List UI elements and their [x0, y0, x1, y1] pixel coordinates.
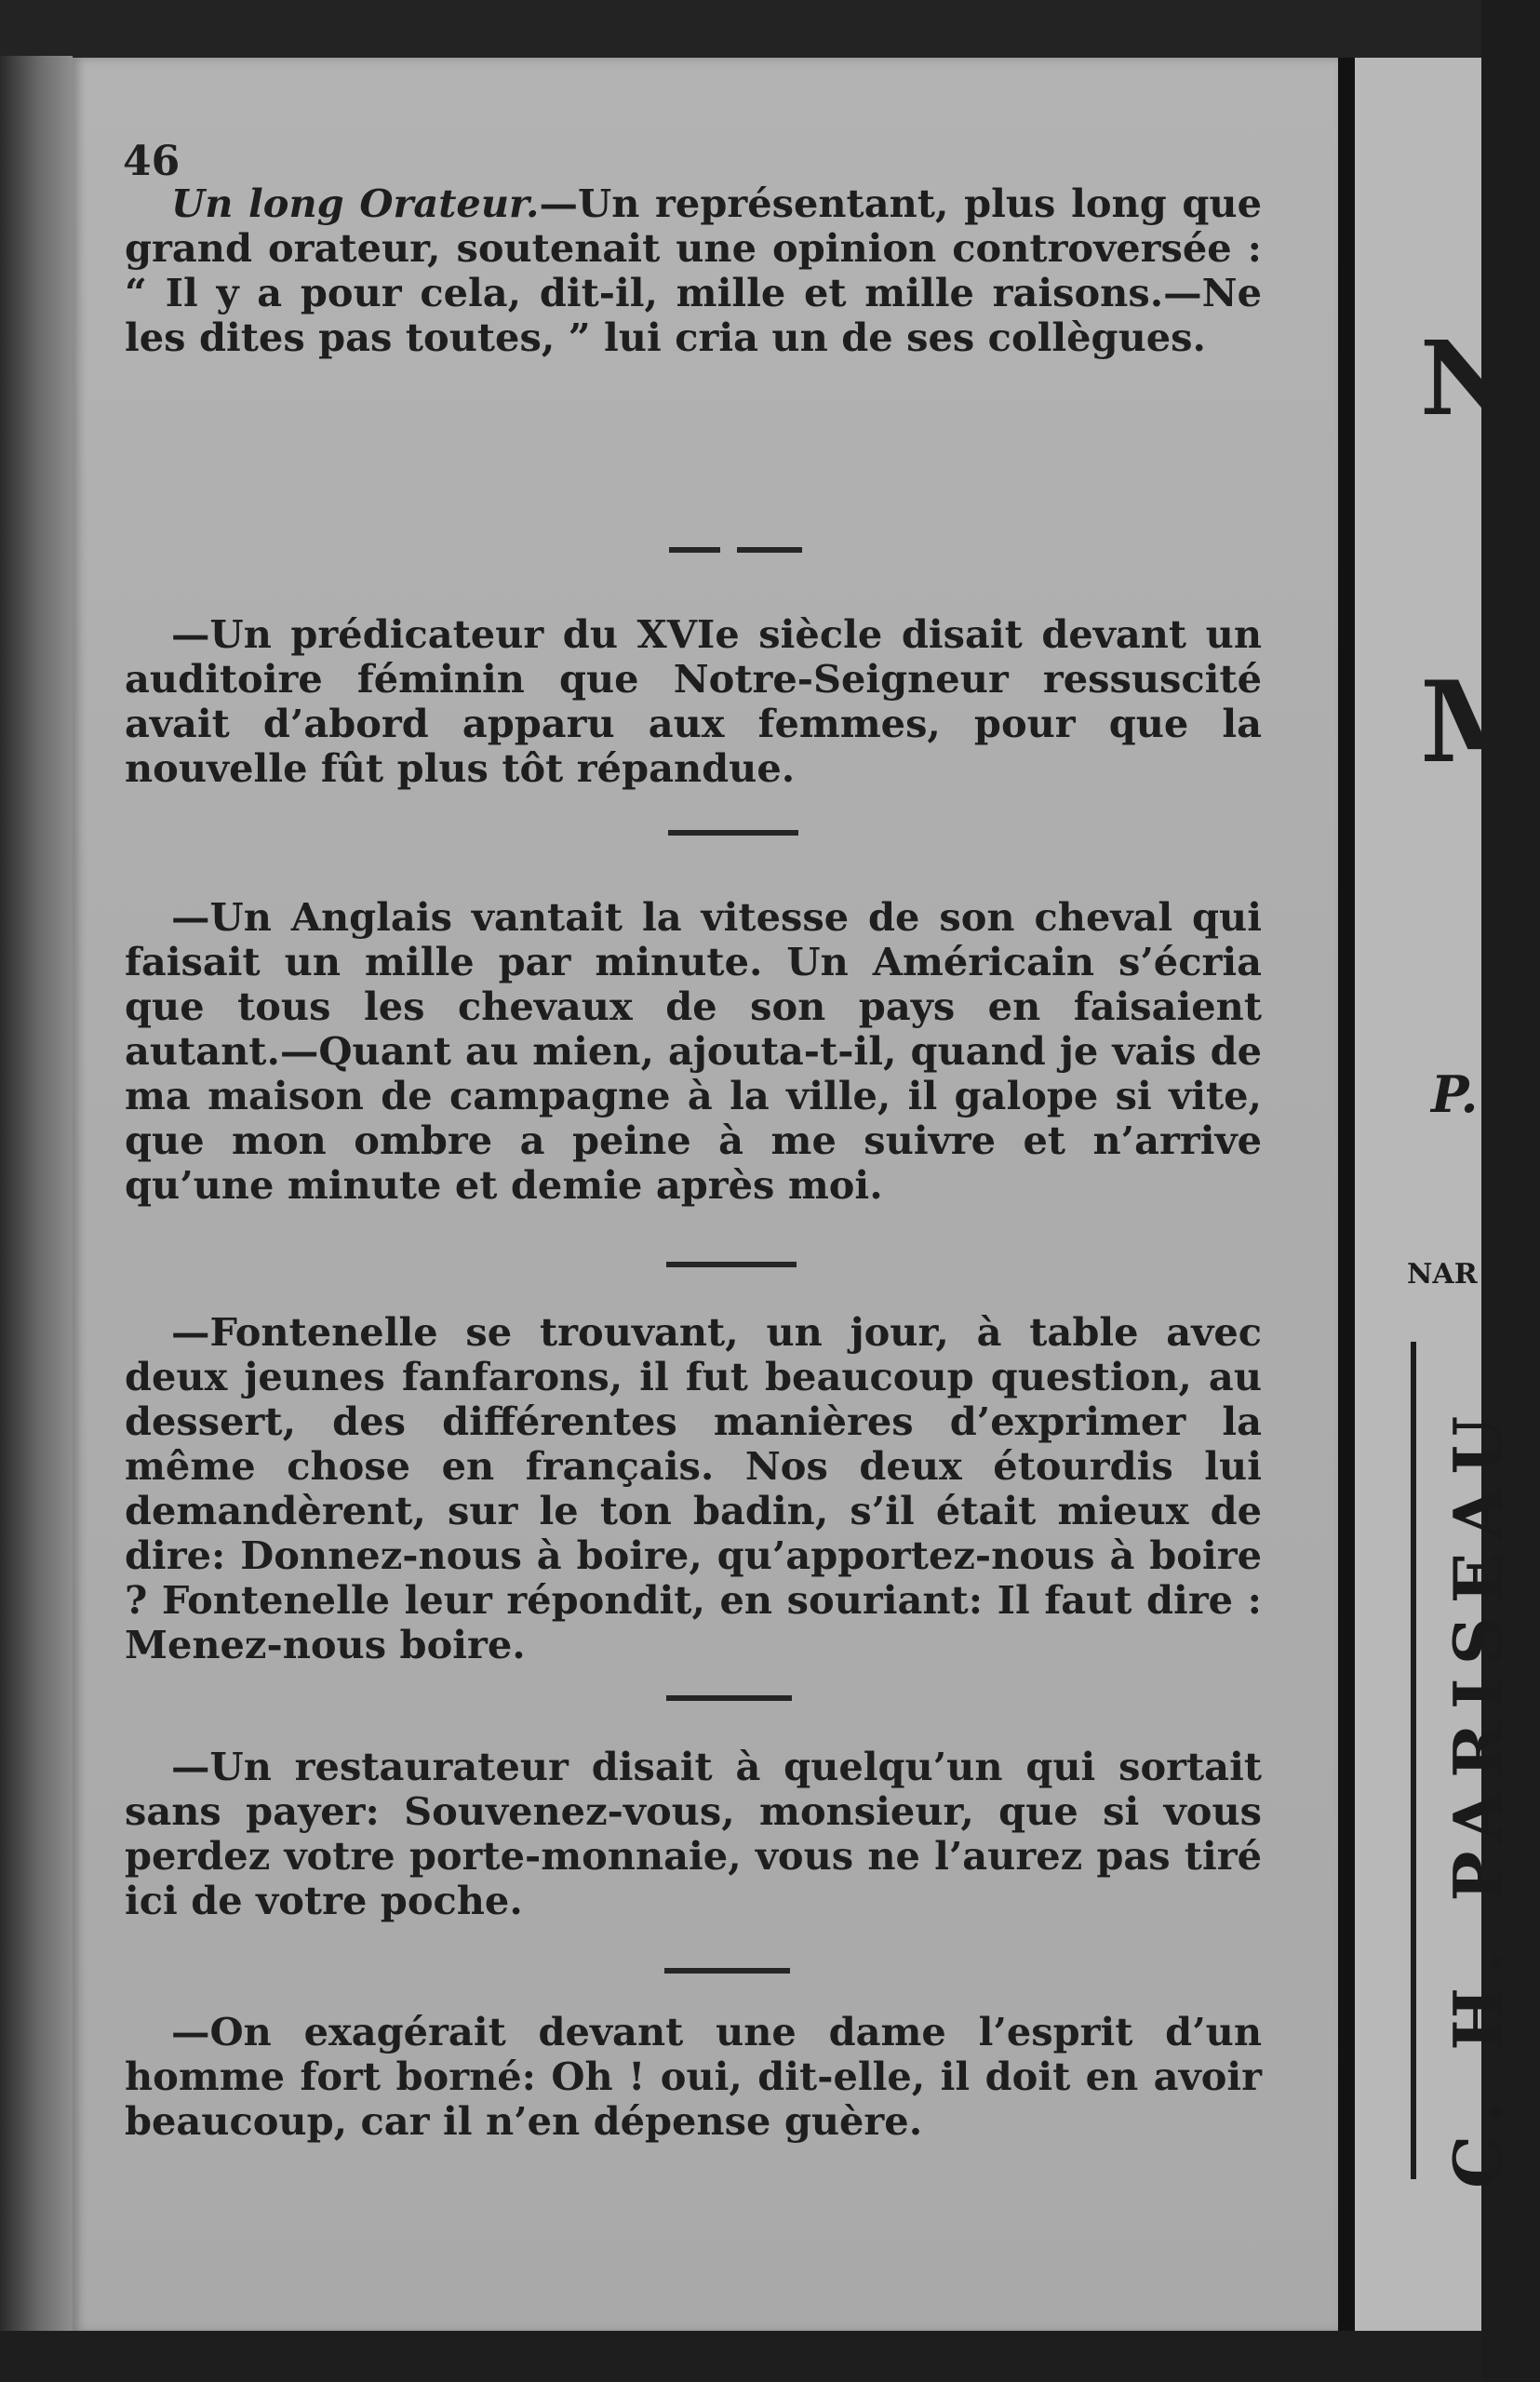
page-number: 46	[123, 138, 181, 185]
anecdote-1	[125, 181, 1262, 360]
anecdote-text: —Fontenelle se trouvant, un jour, à table avec deux jeunes fanfarons, il fut beaucoup question, au dessert, des différentes manières d’exprimer la même chose en français. Nos deux étourdis lui demandèrent, sur le ton badin, s’il était mieux de dire: Donnez-nous à boire, qu’apportez-nous à boire ? Fontenelle leur répondit, en souriant: Il faut dire : Menez-nous boire.	[125, 1309, 1262, 1667]
facing-page	[1355, 58, 1540, 2333]
book-gutter	[1338, 58, 1355, 2333]
facing-page-rule	[1411, 1342, 1416, 2179]
facing-page-text: P.	[1431, 1064, 1479, 1124]
book-page-edge	[0, 56, 73, 2382]
anecdote-title: Un long Orateur.	[171, 181, 540, 226]
anecdote-2	[125, 612, 1262, 791]
anecdote-4	[125, 1310, 1262, 1667]
facing-page-text: NAR	[1407, 1258, 1478, 1291]
scan-bottom-border	[0, 2331, 1481, 2382]
separator-rule	[669, 547, 720, 553]
anecdote-text: —On exagérait devant une dame l’esprit d’un homme fort borné: Oh ! oui, dit-elle, il doit en avoir beaucoup, car il n’en dépense guère.	[125, 2009, 1262, 2144]
anecdote-text: —Un restaurateur disait à quelqu’un qui sortait sans payer: Souvenez-vous, monsieur, que si vous perdez votre porte-monnaie, vous ne l’aurez pas tiré ici de votre poche.	[125, 1744, 1262, 1923]
separator-rule	[666, 1262, 797, 1267]
separator-rule	[664, 1968, 790, 1974]
separator-rule	[666, 1695, 792, 1701]
facing-page-letter: N	[1420, 318, 1514, 438]
anecdote-text: —Un Anglais vantait la vitesse de son cheval qui faisait un mille par minute. Un Américain s’écria que tous les chevaux de son pays en faisaient autant.—Quant au mien, ajouta-t-il, quand je vais de ma maison de campagne à la ville, il galope si vite, que mon ombre a peine à me suivre et n’arrive qu’une minute et demie après moi.	[125, 894, 1262, 1208]
separator-rule	[668, 830, 798, 836]
anecdote-3	[125, 895, 1262, 1208]
separator-rule	[737, 547, 802, 553]
anecdote-text: —Un représentant, plus long que grand orateur, soutenait une opinion controversée : “ Il y a pour cela, dit-il, mille et mille raisons.—Ne les dites pas toutes, ” lui cria un de ses collègues.	[125, 181, 1262, 360]
facing-page-vertical-title: C. H. PARISEAU	[1439, 1402, 1518, 2188]
anecdote-text: —Un prédicateur du XVIe siècle disait devant un auditoire féminin que Notre-Seigneur ressuscité avait d’abord apparu aux femmes, pour que la nouvelle fût plus tôt répandue.	[125, 611, 1262, 791]
facing-page-letter: M	[1420, 657, 1540, 788]
anecdote-6	[125, 2010, 1262, 2144]
anecdote-5	[125, 1745, 1262, 1923]
